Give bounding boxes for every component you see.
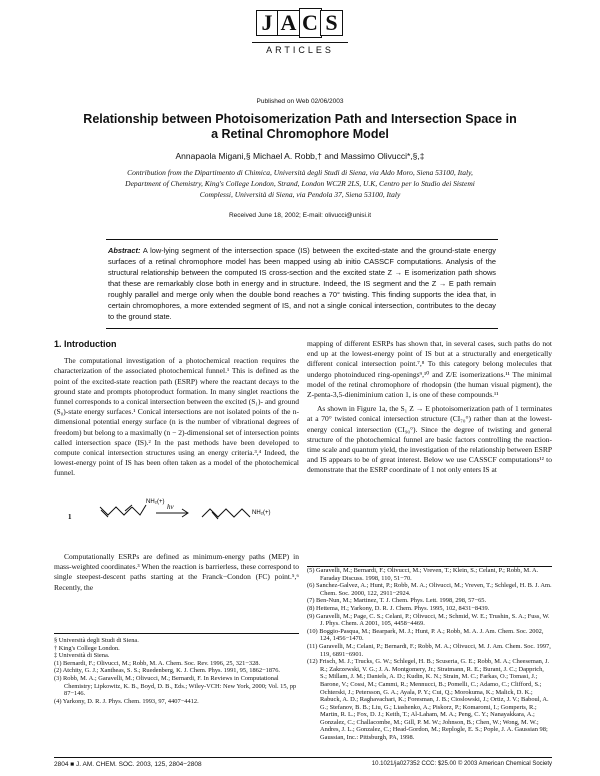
footnote: § Università degli Studi di Siena.	[54, 637, 139, 644]
intro-paragraph-2: Computationally ESRPs are defined as minimum-energy paths (MEP) in mass-weighted coordinates.³ When the reaction is barrierless, these correspond to single steepest-descent paths starting at the Franck−Condon (FC) point.⁵,⁶ Recently, the	[54, 552, 299, 592]
logo-subtitle: ARTICLES	[266, 45, 334, 55]
published-date: Published on Web 02/06/2003	[256, 98, 344, 105]
reference: (3) Robb, M. A.; Garavelli, M.; Olivucci, M.; Bernardi, F. In Reviews in Computational Chemistry; Lipkowitz, K. B., Boyd, D. B., Eds.; Wiley-VCH: New York, 2000; Vol. 15, pp 87−146.	[54, 674, 297, 698]
reference: (10) Boggio-Pasqua, M.; Bearpark, M. J.; Hunt, P. A.; Robb, M. A. J. Am. Chem. Soc. 2002, 124, 1456−1470.	[307, 627, 544, 643]
logo-letters	[250, 8, 350, 38]
intro-paragraph-1: The computational investigation of a photochemical reaction requires the characterization of the associated photochemical funnel.¹ This is defined as the point of the excited-state reaction path (ESRP) where the reactant decays to the ground state and prompts photoproduct formation. In many singlet reactions the funnel corresponds to a conical intersection between the excited (S₁)- and ground (S₀)-state energy surfaces.¹ Conical intersections are not isolated points of the n-dimensional potential energy surface (n is the number of vibrational degrees of freedom) but belong to a maximally (n − 2)-dimensional set of intersection points called intersection space (IS).² In the past methods have been developed to compute conical intersection structures using an energy criteria.³,⁴ Indeed, the lowest-energy point of IS has been often taken as a model of the photochemical funnel.	[54, 356, 300, 478]
logo-letter: J	[256, 10, 279, 36]
reference: (9) Garavelli, M.; Page, C. S.; Celani, P.; Olivucci, M.; Schmid, W. E.; Trushin, S. A.; Fuss, W. J. Phys. Chem. A 2001, 105, 4458−4469.	[307, 612, 550, 628]
abstract-label: Abstract:	[108, 246, 141, 255]
reference: (4) Yarkony, D. R. J. Phys. Chem. 1993, 97, 4407−4412.	[54, 697, 199, 705]
abstract	[106, 239, 498, 329]
right-paragraph-1: mapping of different ESRPs has shown that, in several cases, such paths do not end up at the lowest-energy point of IS but at a structurally and energetically different conical intersection point.⁷,⁸ To this category belong molecules that undergo photoinduced ring-openings⁹,¹⁰ and Z/E isomerizations.¹¹ The minimal model of the retinal chromophore of rhodopsin (the human visual pigment), the Z-penta-3,5-dieniminium cation 1, is one of these compounds.¹¹	[307, 339, 552, 400]
journal-logo	[250, 8, 350, 55]
reference: (1) Bernardi, F.; Olivucci, M.; Robb, M. A. Chem. Soc. Rev. 1996, 25, 321−328.	[54, 659, 261, 667]
section-heading: 1. Introduction	[54, 339, 117, 349]
logo-letter: C	[299, 8, 322, 38]
reference: (12) Frisch, M. J.; Trucks, G. W.; Schlegel, H. B.; Scuseria, G. E.; Robb, M. A.; Cheeseman, J. R.; Zakrzewski, V. G.; J. A. Montgomery, Jr.; Stratmann, R. E.; Burant, J. C.; Dapprich, S.; Millam, J. M.; Daniels, A. D.; Kudin, K. N.; Strain, M. C.; Farkas, O.; Tomasi, J.; Barone, V.; Cossi, M.; Cammi, R.; Mennucci, B.; Pomelli, C.; Adamo, C.; Clifford, S.; Ochterski, J.; Petersson, G. A.; Ayala, P. Y.; Cui, Q.; Morokuma, K.; Malick, D. K.; Rabuck, A. D.; Raghavachari, K.; Foresman, J. B.; Cioslowski, J.; Ortiz, J. V.; Baboul, A. G.; Stefanov, B. B.; Liu, G.; Liashenko, A.; Piskorz, P.; Komaromi, I.; Gomperts, R.; Martin, R. L.; Fox, D. J.; Keith, T.; Al-Laham, M. A.; Peng, C. Y.; Nanayakkara, A.; Gonzalez, C.; Challacombe, M.; Gill, P. M. W.; Johnson, B.; Chen, W.; Wong, M. W.; Andres, J. L.; Gonzalez, C.; Head-Gordon, M.; Replogle, E. S.; Pople, J. A. Gaussian 98; Gaussian, Inc.: Pittsburgh, PA, 1998.	[307, 658, 550, 742]
reference: (11) Garavelli, M.; Celani, P.; Bernardi, F.; Robb, M. A.; Olivucci, M. J. Am. Chem. Soc. 1997, 119, 6891−6901.	[307, 642, 551, 658]
abstract-text: A low-lying segment of the intersection space (IS) between the excited-state and the ground-state energy surfaces of a retinal chromophore model has been mapped using ab initio CASSCF computations. Analysis of the structural relationship between the computed IS cross-section and the excited state Z → E isomerization path shows that these are remarkably close both in energy and in structure. Indeed, the IS segment and the Z → E path remain roughly parallel and merge only when the double bond reaches a 70° twisting. This finding supports the idea that, in certain chromophores, a more extended segment of IS, and not a single conical intersection, contributes to the decay to the ground state.	[108, 246, 496, 321]
left-column	[54, 339, 299, 479]
affiliation: Contribution from the Dipartimento di Chimica, Università degli Studi di Siena, via Aldo Moro, Siena 53100, Italy, Department of Chemistry, King's College London, Strand, London WC2R 2LS, U.K, Centro per lo Studio dei Sistemi Complessi, Università di Siena, via Pendola 37, Siena 53100, Italy	[125, 168, 475, 200]
logo-rule	[252, 42, 348, 43]
logo-letter: S	[320, 10, 343, 36]
footnotes-left	[54, 633, 299, 705]
scheme-arrow-label: hν	[167, 503, 174, 511]
reference: (7) Ben-Nun, M.; Martinez, T. J. Chem. Phys. Lett. 1998, 298, 57−65.	[307, 597, 487, 605]
author-list: Annapaola Migani,§ Michael A. Robb,† and Massimo Olivucci*,§,‡	[175, 151, 425, 161]
right-column	[307, 339, 552, 476]
scheme-label-left: NH₂(+)	[146, 499, 165, 505]
footer-citation: 2804 ■ J. AM. CHEM. SOC. 2003, 125, 2804−2808	[54, 761, 202, 768]
references-right	[307, 567, 552, 742]
reference: (2) Atchity, G. J.; Xantheas, S. S.; Ruedenberg, K. J. Chem. Phys. 1991, 95, 1862−1876.	[54, 667, 281, 675]
reference: (6) Sanchez-Galvez, A.; Hunt, P.; Robb, M. A.; Olivucci, M.; Vreven, T.; Schlegel, H. B. J. Am. Chem. Soc. 2000, 122, 2911−2924.	[307, 582, 552, 597]
footnote: † King's College London.	[54, 644, 120, 652]
received-date: Received June 18, 2002; E-mail: olivucci@unisi.it	[228, 212, 372, 219]
logo-letter: A	[277, 10, 300, 36]
reference: (8) Hettema, H.; Yarkony, D. R. J. Chem. Phys. 1995, 102, 8431−8439.	[307, 604, 490, 612]
reference: (5) Garavelli, M.; Bernardi, F.; Olivucci, M.; Vreven, T.; Klein, S.; Celani, P.; Robb, M. A. Faraday Discuss. 1998, 110, 51−70.	[307, 567, 539, 582]
footer-doi: 10.1021/ja027352 CCC: $25.00 © 2003 American Chemical Society	[371, 761, 552, 767]
article-title: Relationship between Photoisomerization Path and Intersection Space in a Retinal Chromophore Model	[83, 112, 517, 141]
footer-divider	[54, 757, 552, 758]
footnote: ‡ Università di Siena.	[54, 652, 110, 660]
scheme-label-right: NH₂(+)	[252, 510, 271, 516]
left-column-continued	[54, 552, 299, 593]
chemical-scheme	[60, 493, 300, 535]
compound-number: 1	[68, 513, 72, 521]
right-paragraph-2: As shown in Figure 1a, the S₁ Z → E photoisomerization path of 1 terminates at a 70° twisted conical intersection structure (CI₇₀°) rather than at the lowest-energy conical intersection (CI₉₀°). Since the degree of twisting and general structure of the photochemical funnel are basic factors controlling the reaction-time scale and quantum yield, the investigation of the relationship between ESRP and IS appears to be of great interest. Below we use CASSCF computations¹² to demonstrate that the ESRP coordinate of 1 not only enters IS at	[307, 404, 552, 475]
